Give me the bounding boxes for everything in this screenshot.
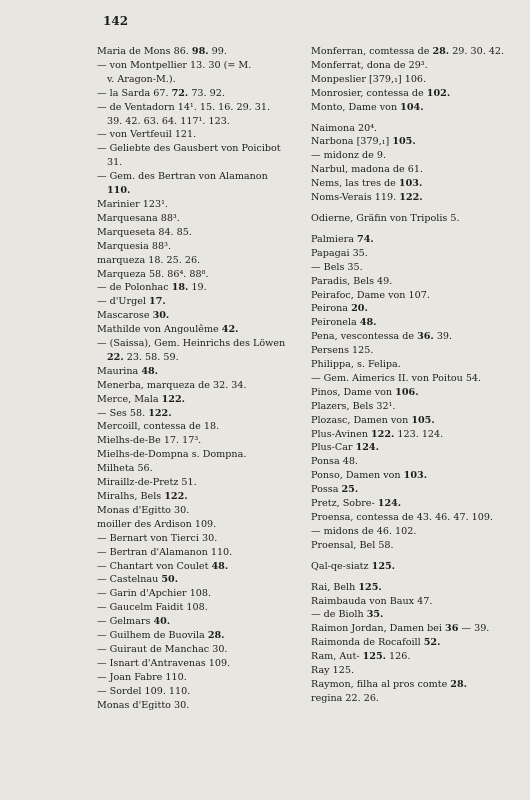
index-entry: — de Ventadorn 14¹. 15. 16. 29. 31. [97, 101, 271, 113]
index-entry: Monrosier, contessa de 102. [311, 87, 451, 99]
index-entry: — (Saissa), Gem. Heinrichs des Löwen [97, 338, 286, 350]
index-entry: Mercoill, contessa de 18. [97, 421, 220, 433]
page-number: 142 [103, 14, 129, 28]
index-entry: Paradis, Bels 49. [311, 275, 393, 287]
index-entry: Pinos, Dame von 106. [311, 386, 419, 398]
index-entry: Monferrat, dona de 29³. [311, 59, 428, 71]
index-entry: Monferran, comtessa de 28. 29. 30. 42. [311, 46, 505, 57]
index-entry: Raimon Jordan, Damen bei 36 — 39. [311, 623, 490, 635]
index-entry: 22. 23. 58. 59. [107, 351, 179, 363]
index-entry: — Joan Fabre 110. [97, 671, 187, 683]
index-entry: — von Vertfeuil 121. [97, 129, 197, 141]
index-entry: — de Biolh 35. [311, 609, 384, 621]
index-entry: — Gem. des Bertran von Alamanon [97, 171, 268, 183]
index-entry: Qal-qe-siatz 125. [311, 560, 396, 572]
index-entry: marqueza 18. 25. 26. [97, 254, 201, 266]
index-entry: Proensa, contessa de 43. 46. 47. 109. [311, 512, 494, 523]
index-entry: Plazers, Bels 32¹. [311, 400, 396, 412]
index-entry: Ponso, Damen von 103. [311, 470, 428, 482]
index-entry: regina 22. 26. [311, 692, 379, 704]
index-entry: — Castelnau 50. [97, 574, 179, 586]
index-entry: Raimonda de Rocafoill 52. [311, 637, 441, 649]
index-entry: Mascarose 30. [97, 310, 170, 322]
index-entry: Persens 125. [311, 345, 374, 357]
index-entry: Narbul, madona de 61. [311, 164, 423, 176]
index-entry: — d'Urgel 17. [97, 296, 166, 308]
index-entry: 110. [107, 185, 131, 197]
index-entry: Peironela 48. [311, 317, 377, 329]
index-entry: Peirona 20. [311, 303, 368, 315]
index-entry: — Guilhem de Buovila 28. [97, 630, 225, 642]
index-entry: Ram, Aut- 125. 126. [311, 651, 411, 663]
index-entry: Plus-Car 124. [311, 442, 379, 454]
index-entry: — midonz de 9. [311, 150, 387, 162]
index-entry: Miraillz-de-Pretz 51. [97, 477, 197, 489]
index-entry: moiller des Ardison 109. [97, 518, 217, 530]
index-column-right [311, 45, 523, 706]
index-entry: Milheta 56. [97, 463, 153, 475]
index-entry: — Gaucelm Faidit 108. [97, 602, 208, 614]
index-entry: Marquesia 88³. [97, 240, 171, 252]
index-entry: Raimbauda von Baux 47. [311, 595, 433, 607]
index-entry: — midons de 46. 102. [311, 525, 417, 537]
index-entry: Possa 25. [311, 484, 359, 496]
index-entry: Peirafoc, Dame von 107. [311, 289, 430, 301]
index-entry: Monas d'Egitto 30. [97, 699, 190, 711]
index-entry: Palmiera 74. [311, 233, 374, 245]
index-entry: Philippa, s. Felipa. [311, 359, 401, 371]
index-entry: Papagai 35. [311, 247, 368, 259]
index-entry: Pretz, Sobre- 124. [311, 498, 402, 510]
index-entry: Plus-Avinen 122. 123. 124. [311, 428, 444, 440]
index-entry: Marinier 123¹. [97, 198, 168, 210]
index-entry: Marquesana 88³. [97, 212, 180, 224]
index-entry: Monas d'Egitto 30. [97, 504, 190, 516]
index-entry: Monto, Dame von 104. [311, 101, 424, 113]
index-entry: — von Montpellier 13. 30 (= M. [97, 59, 252, 71]
index-entry: Nems, las tres de 103. [311, 178, 423, 190]
index-entry: — la Sarda 67. 72. 73. 92. [97, 87, 225, 99]
index-entry: Maria de Mons 86. 98. 99. [97, 46, 227, 57]
index-entry: Menerba, marqueza de 32. 34. [97, 379, 247, 391]
index-entry: Mathilde von Angoulême 42. [97, 324, 239, 336]
index-entry: — Ses 58. 122. [97, 407, 172, 419]
index-entry: Naimona 20⁴. [311, 122, 378, 134]
index-entry: — Gem. Aimerics II. von Poitou 54. [311, 372, 482, 384]
index-entry: v. Aragon-M.). [107, 73, 176, 85]
index-entry: Plozasc, Damen von 105. [311, 414, 435, 426]
index-entry: — Bernart von Tierci 30. [97, 532, 218, 544]
index-entry: Marqueza 58. 86⁴. 88⁸. [97, 268, 209, 280]
index-entry: — Chantart von Coulet 48. [97, 560, 229, 572]
index-entry: — Garin d'Apchier 108. [97, 588, 212, 600]
index-entry: Mielhs-de-Dompna s. Dompna. [97, 449, 247, 461]
index-entry: Ponsa 48. [311, 456, 358, 468]
index-entry: — Guiraut de Manchac 30. [97, 643, 228, 655]
index-entry: Raymon, filha al pros comte 28. [311, 678, 467, 690]
index-entry: Miralhs, Bels 122. [97, 491, 188, 502]
index-entry: 31. [107, 157, 123, 169]
index-entry: — Gelmars 40. [97, 616, 171, 628]
index-entry: — Geliebte des Gausbert von Poicibot [97, 143, 281, 155]
index-entry: — Isnart d'Antravenas 109. [97, 657, 231, 669]
index-entry: Noms-Verais 119. 122. [311, 192, 423, 204]
index-entry: Monpeslier [379,₁] 106. [311, 73, 427, 85]
index-entry: Rai, Belh 125. [311, 581, 382, 593]
index-entry: Odierne, Gräfin von Tripolis 5. [311, 212, 460, 224]
index-entry: — Bertran d'Alamanon 110. [97, 546, 233, 558]
index-entry: Pena, vescontessa de 36. 39. [311, 331, 453, 343]
index-entry: Proensal, Bel 58. [311, 539, 394, 551]
index-entry: Mielhs-de-Be 17. 17³. [97, 435, 202, 447]
index-entry: Narbona [379,₁] 105. [311, 136, 416, 148]
index-entry: Maurina 48. [97, 365, 159, 377]
index-entry: Ray 125. [311, 665, 354, 677]
index-entry: Merce, Mala 122. [97, 393, 185, 405]
index-entry: — Bels 35. [311, 261, 363, 273]
index-entry: Marqueseta 84. 85. [97, 226, 192, 238]
index-entry: — de Polonhac 18. 19. [97, 282, 207, 294]
index-entry: 39. 42. 63. 64. 117¹. 123. [107, 115, 230, 127]
index-column-left [97, 45, 302, 713]
index-entry: — Sordel 109. 110. [97, 685, 191, 697]
